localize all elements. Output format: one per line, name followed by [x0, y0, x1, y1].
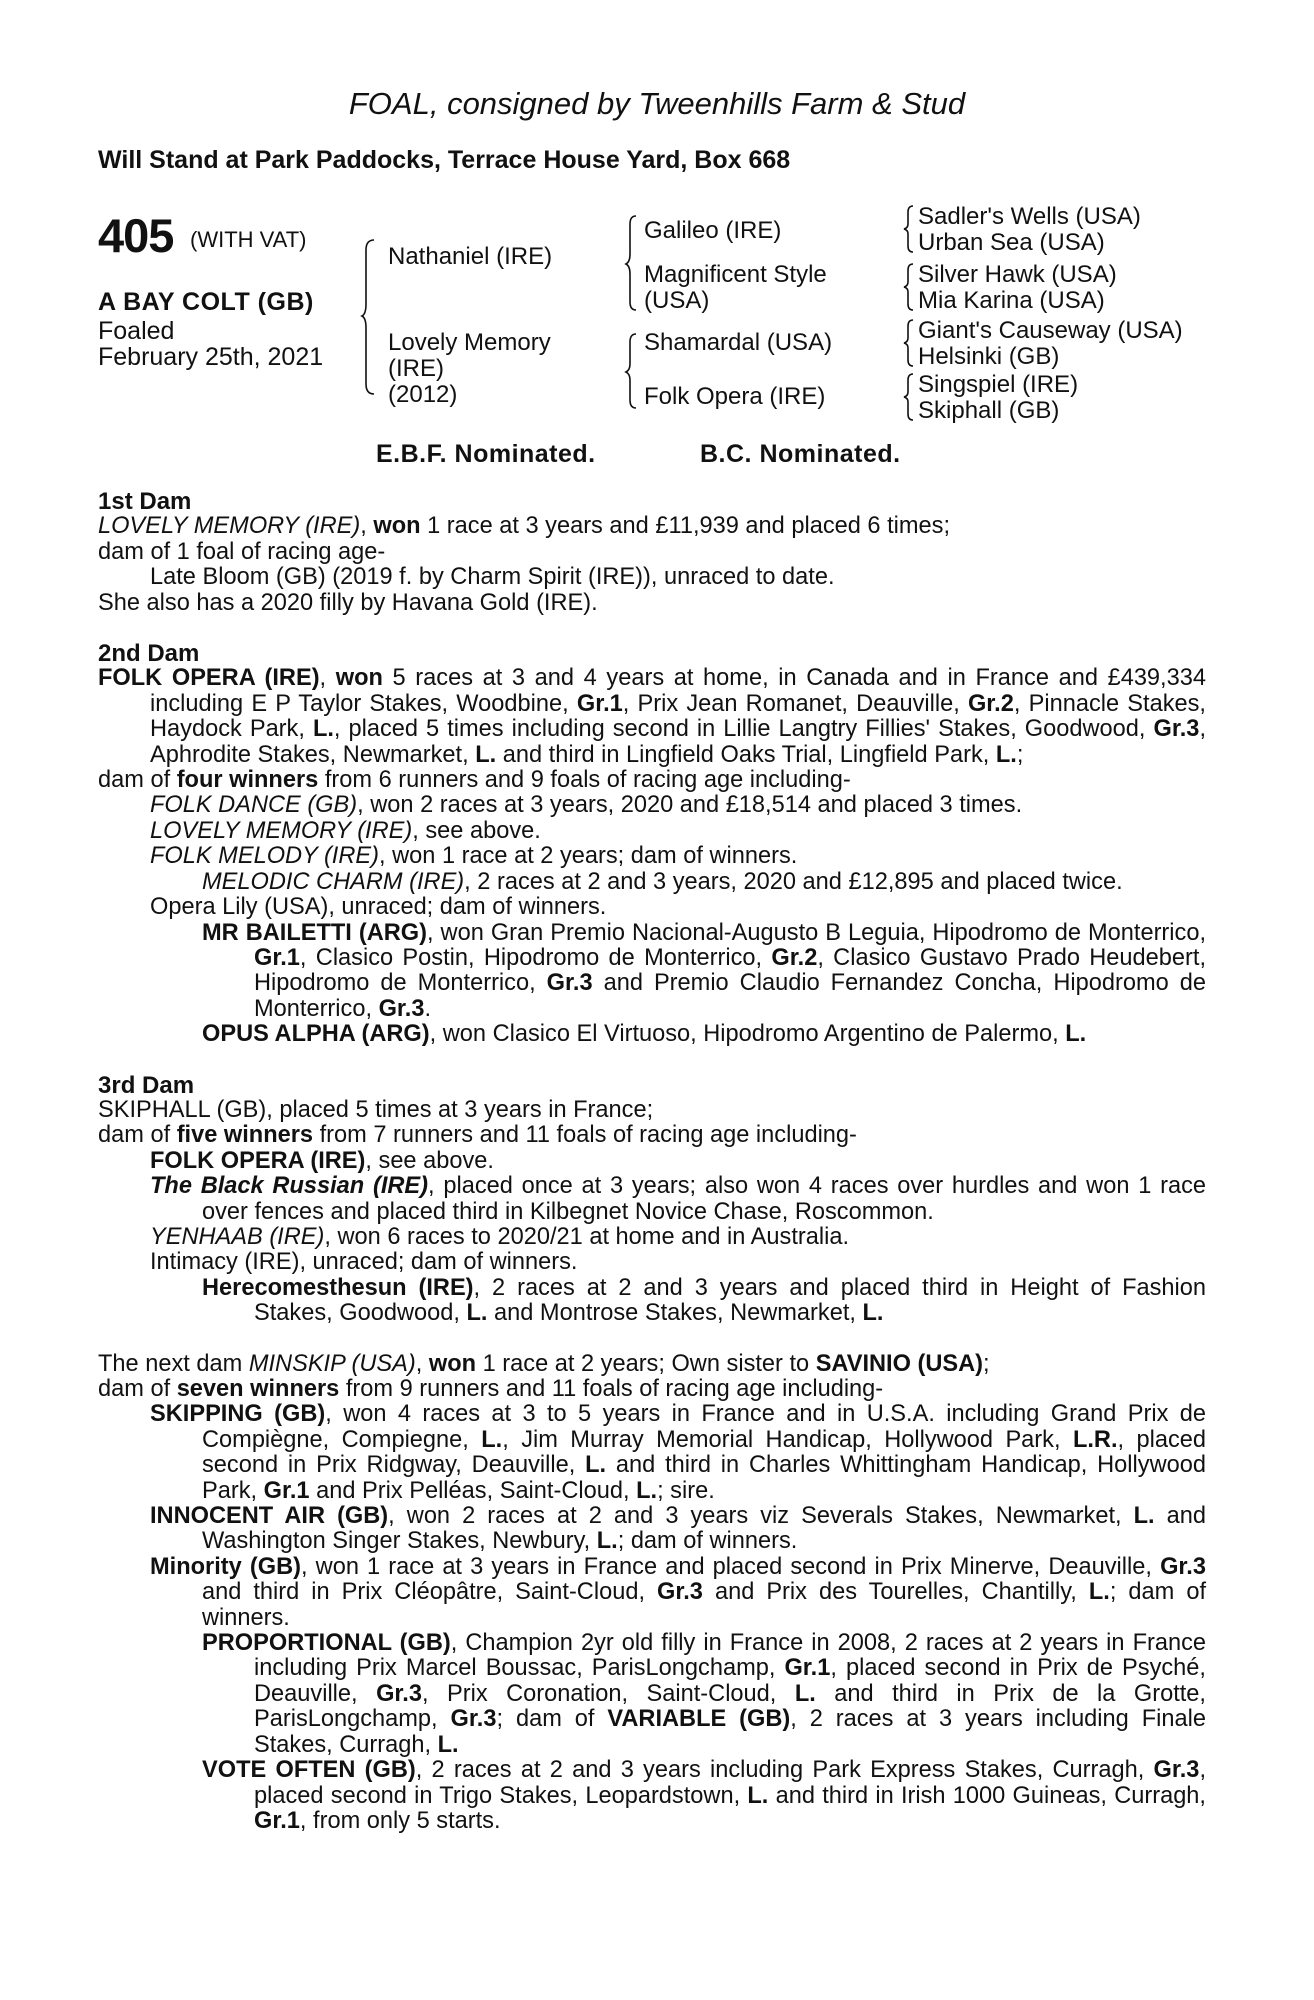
pedigree-gg-6: Helsinki (GB): [918, 343, 1060, 370]
pedigree-bracket-gg2: [904, 262, 914, 314]
produce-entry: dam of 1 foal of racing age-: [98, 538, 386, 565]
entry-emphasis: Gr.1: [263, 1477, 310, 1504]
produce-entry: PROPORTIONAL (GB), Champion 2yr old filly in France in 2008, 2 races at 2 years in France including Prix Marcel Boussac, ParisLongchamp, Gr.1, placed second in Prix de Psyché, Deauville, Gr.3, Prix Coronation, Saint-Cloud, L. and third in Prix de la Grotte, ParisLongchamp, Gr.3; dam of VARIABLE (GB), 2 races at 3 years including Finale Stakes, Curragh, L.: [202, 1630, 1206, 1758]
pedigree-bracket-gg3: [904, 318, 914, 370]
produce-entry: MR BAILETTI (ARG), won Gran Premio Nacional-Augusto B Leguia, Hipodromo de Monterrico, Gr.1, Clasico Postin, Hipodromo de Monterrico, Gr.2, Clasico Gustavo Prado Heudebert, Hipodromo de Monterrico, Gr.3 and Premio Claudio Fernandez Concha, Hipodromo de Monterrico, Gr.3.: [202, 919, 1207, 1022]
entry-emphasis: INNOCENT AIR (GB): [150, 1503, 389, 1530]
entry-emphasis: L.: [437, 1731, 459, 1758]
lot-number: 405: [98, 209, 174, 262]
entry-emphasis: Gr.1: [576, 690, 623, 717]
entry-emphasis: won: [373, 513, 421, 540]
pedigree-dam-sire: Shamardal (USA): [644, 329, 833, 356]
entry-emphasis: Gr.3: [1160, 1553, 1206, 1580]
entry-emphasis: Gr.1: [254, 1807, 300, 1834]
pedigree-gg-5: Giant's Causeway (USA): [918, 317, 1183, 344]
pedigree-gg-7: Singspiel (IRE): [918, 371, 1079, 398]
section-gap: [98, 1048, 1206, 1073]
pedigree-bracket-sire: [626, 214, 638, 314]
entry-emphasis: L.: [747, 1782, 769, 1809]
entry-emphasis: L.: [481, 1426, 503, 1453]
produce-entry: FOLK OPERA (IRE), won 5 races at 3 and 4 years at home, in Canada and in France and £439,334 including E P Taylor Stakes, Woodbine, Gr.1, Prix Jean Romanet, Deauville, Gr.2, Pinnacle Stakes, Haydock Park, L., placed 5 times including second in Lillie Langtry Fillies' Stakes, Goodwood, Gr.3, Aphrodite Stakes, Newmarket, L. and third in Lingfield Oaks Trial, Lingfield Park, L.;: [98, 665, 1206, 768]
entry-emphasis: VARIABLE (GB): [607, 1706, 791, 1733]
entry-emphasis: Gr.1: [254, 944, 300, 971]
entry-emphasis: VOTE OFTEN (GB): [202, 1757, 416, 1784]
entry-emphasis: FOLK OPERA (IRE): [150, 1147, 366, 1174]
produce-entry: Intimacy (IRE), unraced; dam of winners.: [150, 1249, 578, 1276]
section-gap: [98, 1327, 1206, 1352]
entry-emphasis: won: [335, 665, 383, 692]
produce-entry: dam of seven winners from 9 runners and 11 foals of racing age including-: [98, 1376, 884, 1402]
entry-emphasis: LOVELY MEMORY (IRE): [98, 513, 361, 540]
section-heading: 3rd Dam: [98, 1071, 195, 1099]
entry-emphasis: L.: [862, 1300, 884, 1327]
produce-entry: Herecomesthesun (IRE), 2 races at 2 and 3 years and placed third in Height of Fashion Stakes, Goodwood, L. and Montrose Stakes, Newmarket, L.: [202, 1274, 1207, 1327]
produce-entry: FOLK OPERA (IRE), see above.: [150, 1147, 494, 1174]
entry-emphasis: L.: [1133, 1503, 1155, 1530]
entry-emphasis: FOLK DANCE (GB): [150, 792, 358, 819]
foaled-date: February 25th, 2021: [98, 343, 324, 371]
entry-emphasis: seven winners: [176, 1376, 340, 1402]
produce-entry: The Black Russian (IRE), placed once at 3 years; also won 4 races over hurdles and won 1 race over fences and placed third in Kilbegnet Novice Chase, Roscommon.: [150, 1173, 1206, 1225]
entry-emphasis: Gr.3: [1153, 716, 1200, 743]
produce-entry: LOVELY MEMORY (IRE), see above.: [150, 817, 541, 844]
produce-entry: OPUS ALPHA (ARG), won Clasico El Virtuoso, Hipodromo Argentino de Palermo, L.: [202, 1021, 1087, 1048]
entry-emphasis: Minority (GB): [150, 1553, 301, 1580]
horse-description: A BAY COLT (GB): [98, 288, 314, 316]
produce-entry: SKIPHALL (GB), placed 5 times at 3 years in France;: [98, 1096, 654, 1123]
entry-emphasis: The Black Russian (IRE): [150, 1173, 429, 1200]
section-gap: [98, 616, 1206, 641]
entry-emphasis: five winners: [176, 1122, 314, 1149]
produce-entry: SKIPPING (GB), won 4 races at 3 to 5 years in France and in U.S.A. including Grand Prix de Compiègne, Compiegne, L., Jim Murray Memorial Handicap, Hollywood Park, L.R., placed second in Prix Ridgway, Deauville, L. and third in Charles Whittingham Handicap, Hollywood Park, Gr.1 and Prix Pelléas, Saint-Cloud, L.; sire.: [150, 1401, 1206, 1504]
entry-emphasis: L.: [794, 1680, 816, 1707]
pedigree-dam-dam: Folk Opera (IRE): [644, 383, 826, 410]
produce-record: [98, 489, 1206, 1834]
produce-entry: The next dam MINSKIP (USA), won 1 race at 2 years; Own sister to SAVINIO (USA);: [98, 1350, 990, 1377]
bc-nomination: B.C. Nominated.: [700, 440, 901, 468]
entry-emphasis: L.: [995, 741, 1017, 768]
pedigree-bracket-dam: [626, 332, 638, 412]
entry-emphasis: L.: [466, 1300, 488, 1327]
entry-emphasis: L.: [636, 1477, 658, 1504]
entry-emphasis: Gr.2: [967, 690, 1014, 717]
pedigree-bracket-gg1: [904, 204, 914, 256]
entry-emphasis: SAVINIO (USA): [815, 1350, 984, 1377]
entry-emphasis: LOVELY MEMORY (IRE): [150, 817, 413, 844]
foaled-label: Foaled: [98, 317, 175, 345]
entry-emphasis: four winners: [176, 767, 319, 794]
entry-emphasis: L.: [585, 1452, 607, 1479]
entry-emphasis: L.: [475, 741, 497, 768]
entry-emphasis: MELODIC CHARM (IRE): [202, 868, 465, 895]
catalogue-header: FOAL, consigned by Tweenhills Farm & Stud: [348, 86, 966, 121]
ebf-nomination: E.B.F. Nominated.: [376, 440, 596, 468]
produce-entry: YENHAAB (IRE), won 6 races to 2020/21 at home and in Australia.: [150, 1223, 850, 1250]
produce-entry: FOLK DANCE (GB), won 2 races at 3 years, 2020 and £18,514 and placed 3 times.: [150, 792, 1023, 819]
entry-emphasis: SKIPPING (GB): [150, 1401, 326, 1428]
entry-emphasis: Gr.3: [546, 970, 593, 997]
pedigree-bracket-main: [362, 238, 376, 398]
produce-entry: dam of four winners from 6 runners and 9 foals of racing age including-: [98, 767, 851, 794]
pedigree-sire-sire: Galileo (IRE): [644, 217, 782, 244]
produce-entry: Opera Lily (USA), unraced; dam of winners.: [150, 894, 607, 921]
pedigree-gg-1: Sadler's Wells (USA): [918, 203, 1141, 230]
entry-emphasis: L.: [596, 1528, 618, 1555]
entry-emphasis: FOLK MELODY (IRE): [150, 843, 379, 870]
entry-emphasis: Gr.2: [771, 944, 818, 971]
produce-entry: FOLK MELODY (IRE), won 1 race at 2 years; dam of winners.: [150, 843, 798, 870]
produce-entry: VOTE OFTEN (GB), 2 races at 2 and 3 years including Park Express Stakes, Curragh, Gr.3, placed second in Trigo Stakes, Leopardstown, L. and third in Irish 1000 Guineas, Curragh, Gr.1, from only 5 starts.: [202, 1757, 1206, 1834]
section-heading: 1st Dam: [98, 488, 192, 515]
produce-entry: dam of five winners from 7 runners and 11 foals of racing age including-: [98, 1122, 857, 1149]
entry-emphasis: L.: [312, 716, 334, 743]
entry-emphasis: PROPORTIONAL (GB): [202, 1630, 451, 1657]
pedigree-sire: Nathaniel (IRE): [388, 243, 553, 270]
entry-emphasis: MR BAILETTI (ARG): [202, 919, 427, 946]
entry-emphasis: L.R.: [1072, 1426, 1118, 1453]
entry-emphasis: Gr.3: [657, 1579, 703, 1606]
pedigree-gg-3: Silver Hawk (USA): [918, 261, 1117, 288]
entry-emphasis: Gr.3: [378, 995, 425, 1022]
stand-location: Will Stand at Park Paddocks, Terrace House Yard, Box 668: [98, 146, 791, 174]
produce-entry: MELODIC CHARM (IRE), 2 races at 2 and 3 years, 2020 and £12,895 and placed twice.: [202, 868, 1123, 895]
entry-emphasis: YENHAAB (IRE): [150, 1223, 325, 1250]
entry-emphasis: FOLK OPERA (IRE): [98, 665, 320, 692]
entry-emphasis: won: [428, 1350, 477, 1377]
entry-emphasis: Gr.1: [784, 1655, 831, 1682]
pedigree-bracket-gg4: [904, 372, 914, 424]
entry-emphasis: OPUS ALPHA (ARG): [202, 1021, 430, 1048]
pedigree-gg-4: Mia Karina (USA): [918, 287, 1105, 314]
entry-emphasis: Gr.3: [1153, 1757, 1200, 1784]
pedigree-gg-8: Skiphall (GB): [918, 397, 1060, 424]
produce-entry: She also has a 2020 filly by Havana Gold (IRE).: [98, 589, 598, 616]
entry-emphasis: Herecomesthesun (IRE): [202, 1274, 474, 1301]
pedigree-dam: Lovely Memory (IRE) (2012): [388, 329, 551, 408]
produce-entry: LOVELY MEMORY (IRE), won 1 race at 3 years and £11,939 and placed 6 times;: [98, 513, 951, 540]
entry-emphasis: Gr.3: [450, 1706, 497, 1733]
pedigree-gg-2: Urban Sea (USA): [918, 229, 1105, 256]
entry-emphasis: MINSKIP (USA): [248, 1350, 416, 1377]
vat-note: (WITH VAT): [190, 227, 307, 252]
produce-entry: Minority (GB), won 1 race at 3 years in France and placed second in Prix Minerve, Deauville, Gr.3 and third in Prix Cléopâtre, Saint-Cloud, Gr.3 and Prix des Tourelles, Chantilly, L.; dam of winners.: [150, 1553, 1206, 1631]
produce-entry: INNOCENT AIR (GB), won 2 races at 2 and 3 years viz Severals Stakes, Newmarket, L. and Washington Singer Stakes, Newbury, L.; dam of winners.: [150, 1503, 1206, 1555]
entry-emphasis: L.: [1065, 1021, 1087, 1048]
produce-entry: Late Bloom (GB) (2019 f. by Charm Spirit (IRE)), unraced to date.: [150, 564, 835, 591]
section-heading: 2nd Dam: [98, 640, 200, 668]
entry-emphasis: L.: [1088, 1579, 1110, 1606]
pedigree-sire-dam: Magnificent Style (USA): [644, 261, 827, 314]
entry-emphasis: Gr.3: [376, 1680, 422, 1707]
